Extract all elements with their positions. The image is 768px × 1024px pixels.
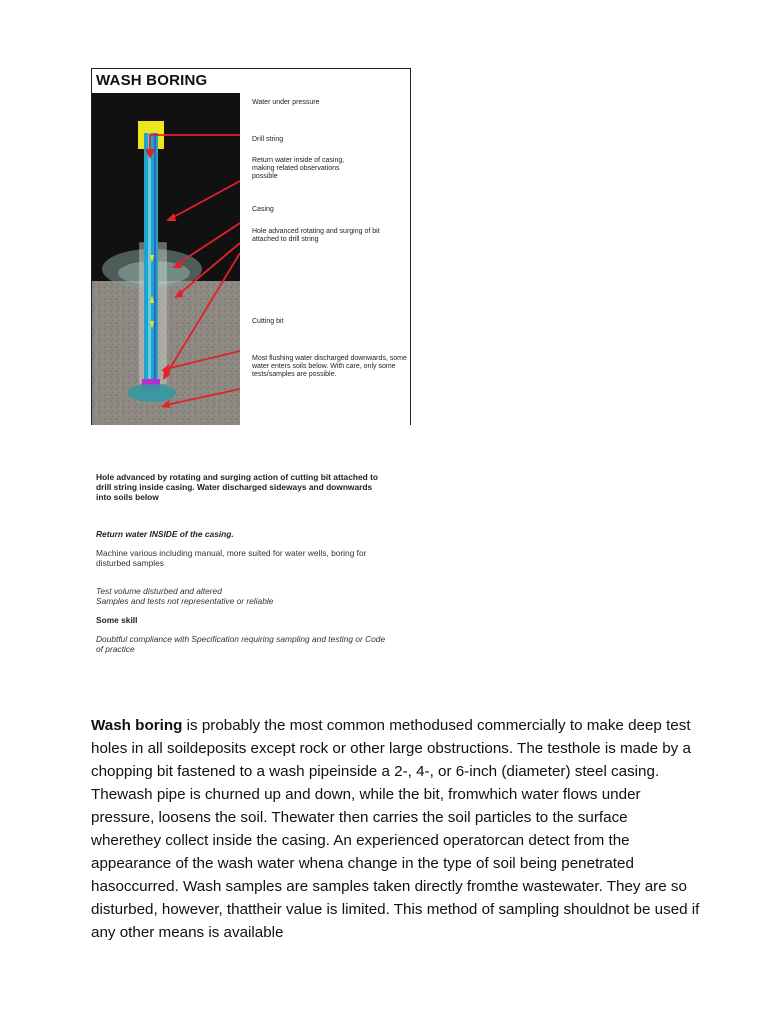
note-machine: Machine various including manual, more suited for water wells, boring for disturbed samples <box>96 548 367 568</box>
annotation-water-under-pressure: Water under pressure <box>252 99 320 106</box>
annotation-casing: Casing <box>252 206 274 213</box>
annotation-return-water: Return water inside of casing, making related observations possible <box>252 157 345 180</box>
annotation-drill-string: Drill string <box>252 136 284 143</box>
note-return-water: Return water INSIDE of the casing. <box>96 529 234 539</box>
paragraph-lead: Wash boring <box>91 717 183 734</box>
annotation-flushing-water: Most flushing water discharged downwards, some water enters soils below. With care, only some tests/samples are possible. <box>252 355 407 378</box>
note-hole-advanced: Hole advanced by rotating and surging action of cutting bit attached to drill string inside casing. Water discharged sideways and downwards into soils below <box>96 472 378 502</box>
paragraph-text: is probably the most common methodused commercially to make deep test holes in all soildeposits except rock or other large obstructions. The testhole is made by a chopping bit fastened to a wash pipeinside a 2-, 4-, or 6-inch (diameter) steel casing. Thewash pipe is churned up and down, while the bit, fromwhich water flows under pressure, loosens the soil. Thewater then carries the soil particles to the surface wherethey collect inside the casing. An experienced operatorcan detect from the appearance of the wash water whena change in the type of soil being penetrated hasoccurred. Wash samples are samples taken directly fromthe wastewater. They are so disturbed, however, thattheir value is limited. This method of sampling shouldnot be used if any other means is available <box>91 717 700 941</box>
body-paragraph <box>91 714 701 944</box>
note-doubtful-compliance: Doubtful compliance with Specification requiring sampling and testing or Code of practice <box>96 634 386 654</box>
note-some-skill: Some skill <box>96 615 138 625</box>
figure-title: WASH BORING <box>96 72 208 89</box>
note-samples-tests: Samples and tests not representative or reliable <box>96 596 274 606</box>
annotation-cutting-bit: Cutting bit <box>252 318 284 325</box>
wash-boring-illustration <box>92 93 240 425</box>
annotation-hole-advanced: Hole advanced rotating and surging of bit attached to drill string <box>252 228 380 243</box>
bottom-splash <box>128 384 176 402</box>
note-test-volume: Test volume disturbed and altered <box>96 586 222 596</box>
wash-boring-figure <box>91 68 411 425</box>
